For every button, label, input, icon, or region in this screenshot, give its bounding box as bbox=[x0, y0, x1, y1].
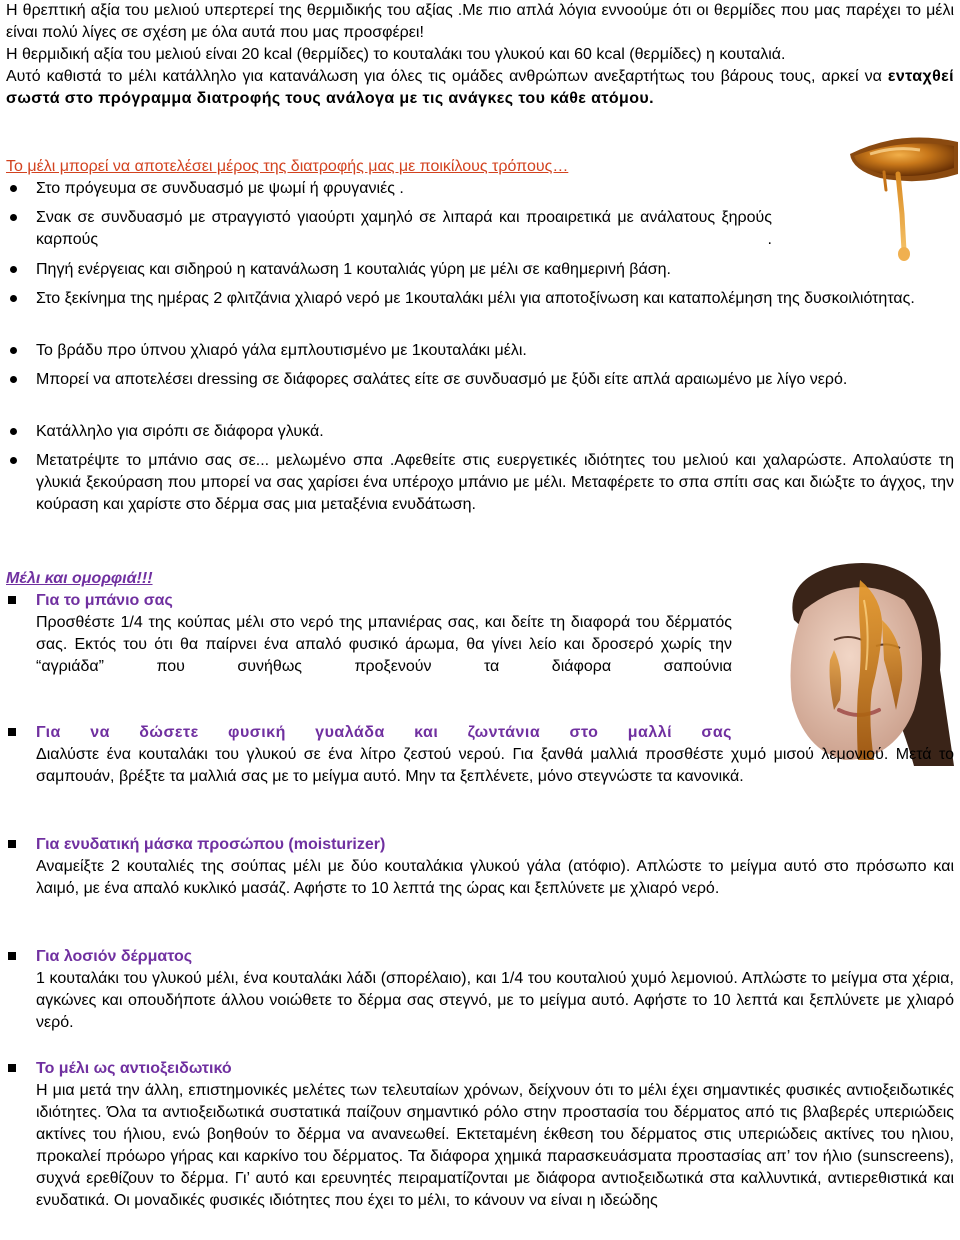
beauty-heading-text: Μέλι και ομορφιά!!! bbox=[6, 570, 153, 587]
bullet-icon bbox=[6, 207, 30, 229]
square-bullet-icon bbox=[6, 834, 26, 856]
diet-item-8: Μετατρέψτε το μπάνιο σας σε... μελωμένο σπα .Αφεθείτε στις ευεργετικές ιδιότητες του μελιού και χαλαρώστε. Απολαύστε τη γλυκιά ξεκούραση που μπορεί να σας χαρίσει ένα υπέροχο μπάνιο με μέλι. Μεταφέρετε το σπα σπίτι σας και διώξτε το άγχος, την κούραση και χαρίστε στο δέρμα σας μια μεταξένια ενυδάτωση. bbox=[36, 452, 954, 513]
section-title-antioxidant: Το μέλι ως αντιοξειδωτικό bbox=[36, 1060, 232, 1077]
diet-item-6: Μπορεί να αποτελέσει dressing σε διάφορες σαλάτες είτε σε συνδυασμό με ξύδι είτε απλά αραιωμένο με λίγο νερό. bbox=[36, 371, 848, 388]
intro-line-3-bold: ενταχθεί σωστά στο πρόγραμμα διατροφής τους ανάλογα με τις ανάγκες του κάθε ατόμου. bbox=[6, 68, 954, 107]
section-title-face-mask: Για ενυδατική μάσκα προσώπου (moisturizer) bbox=[36, 836, 386, 853]
honey-spoon-image bbox=[840, 134, 960, 264]
diet-item-3: Πηγή ενέργειας και σιδηρού η κατανάλωση 1 κουταλιάς γύρη με μέλι σε καθημερινή βάση. bbox=[36, 261, 671, 278]
section-body-hair: Διαλύστε ένα κουταλάκι του γλυκού σε ένα λίτρο ζεστού νερού. Για ξανθά μαλλιά προσθέστε χυμό μισού λεμονιού. Μετά το σαμπουάν, βρέξτε τα μαλλιά σας με το μείγμα αυτό. Μην τα ξεπλένετε, μόνο στεγνώστε τα κανονικά. bbox=[36, 746, 954, 785]
diet-item-5: Το βράδυ προ ύπνου χλιαρό γάλα εμπλουτισμένο με 1κουταλάκι μέλι. bbox=[36, 342, 527, 359]
intro-line-2: Η θερμιδική αξία του μελιού είναι 20 kcal (θερμίδες) το κουταλάκι του γλυκού και 60 kcal (θερμίδες) η κουταλιά. bbox=[6, 46, 786, 63]
beauty-heading bbox=[6, 568, 153, 590]
intro-line-3: Αυτό καθιστά το μέλι κατάλληλο για κατανάλωση για όλες τις ομάδες ανθρώπων ανεξαρτήτως του βάρους τους, αρκεί να bbox=[6, 68, 888, 85]
section-title-lotion: Για λοσιόν δέρματος bbox=[36, 948, 193, 965]
diet-item-2: Σνακ σε συνδυασμό με στραγγιστό γιαούρτι χαμηλό σε λιπαρά και προαιρετικά με ανάλατους ξηρούς καρπούς . bbox=[36, 209, 772, 248]
intro-paragraph-1 bbox=[6, 0, 954, 110]
square-bullet-icon bbox=[6, 722, 26, 744]
diet-item-4: Στο ξεκίνημα της ημέρας 2 φλιτζάνια χλιαρό νερό με 1κουταλάκι μέλι για αποτοξίνωση και καταπολέμηση της δυσκοιλιότητας. bbox=[36, 290, 915, 307]
intro-line-1: Η θρεπτική αξία του μελιού υπερτερεί της θερμιδικής του αξίας .Με πιο απλά λόγια εννοούμε ότι οι θερμίδες που μας παρέχει το μέλι είναι πολύ λίγες σε σχέση με όλα αυτά που μας προσφέρει! bbox=[6, 2, 954, 41]
section-title-hair: Για να δώσετε φυσική γυαλάδα και ζωντάνια στο μαλλί σας bbox=[36, 724, 732, 741]
bullet-icon bbox=[6, 450, 30, 472]
diet-item-7: Κατάλληλο για σιρόπι σε διάφορα γλυκά. bbox=[36, 423, 324, 440]
bullet-icon bbox=[6, 369, 30, 391]
section-body-bath: Προσθέστε 1/4 της κούπας μέλι στο νερό της μπανιέρας σας, και δείτε τη διαφορά του δέρματός σας. Εκτός του ότι θα παίρνει ένα απαλό φυσικό άρωμα, θα γίνει λείο και δροσερό χωρίς την “αγριάδα” που συνήθως προξενούν τα διάφορα σαπούνια bbox=[36, 614, 732, 675]
diet-heading[interactable] bbox=[6, 156, 826, 178]
square-bullet-icon bbox=[6, 946, 26, 968]
section-body-lotion: 1 κουταλάκι του γλυκού μέλι, ένα κουταλάκι λάδι (σπορέλαιο), και 1/4 του κουταλιού χυμό λεμονιού. Απλώστε το μείγμα στα χέρια, αγκώνες και οπουδήποτε άλλου νοιώθετε το δέρμα σας στεγνό, με το μείγμα αυτό. Αφήστε το 10 λεπτά και ξεπλύνετε με χλιαρό νερό. bbox=[36, 970, 954, 1031]
bullet-icon bbox=[6, 340, 30, 362]
square-bullet-icon bbox=[6, 1058, 26, 1080]
section-title-bath: Για το μπάνιο σας bbox=[36, 592, 173, 609]
diet-heading-link[interactable]: Το μέλι μπορεί να αποτελέσει μέρος της διατροφής μας με ποικίλους τρόπους… bbox=[6, 158, 569, 175]
honey-face-mask-image bbox=[764, 560, 960, 766]
bullet-icon bbox=[6, 288, 30, 310]
square-bullet-icon bbox=[6, 590, 26, 612]
bullet-icon bbox=[6, 259, 30, 281]
section-body-face-mask: Αναμείξτε 2 κουταλιές της σούπας μέλι με δύο κουταλάκια γλυκού γάλα (ατόφιο). Απλώστε το μείγμα αυτό στο πρόσωπο και λαιμό, με ένα απαλό κυκλικό μασάζ. Αφήστε το 10 λεπτά της ώρας και ξεπλύνετε με χλιαρό νερό. bbox=[36, 858, 954, 897]
diet-item-1: Στο πρόγευμα σε συνδυασμό με ψωμί ή φρυγανιές . bbox=[36, 180, 404, 197]
bullet-icon bbox=[6, 421, 30, 443]
bullet-icon bbox=[6, 178, 30, 200]
section-body-antioxidant: Η μια μετά την άλλη, επιστημονικές μελέτες των τελευταίων χρόνων, δείχνουν ότι το μέλι έχει σημαντικές φυσικές αντιοξειδωτικές ιδιότητες. Όλα τα αντιοξειδωτικά συστατικά παίζουν σημαντικό ρόλο στην προστασία του δέρματος από τις βλαβερές υπεριώδεις ακτίνες του ήλιου, ενώ βοηθούν το δέρμα να ανανεωθεί. Εκτεταμένη έκθεση του δέρματος στις υπεριώδεις ακτίνες του ηλιου, προκαλεί πρόωρο γήρας και καρκίνο του δέρματος. Τα διάφορα χημικά παρασκευάσματα προστασίας απ’ τον ήλιο (sunscreens), συχνά ερεθίζουν το δέρμα. Γι’ αυτό και ερευνητές πειραματίζονται με διάφορα αντιοξειδωτικά στα καλλυντικά, αντιερεθιστικά και ενυδατικά. Οι μοναδικές φυσικές ιδιότητες που έχει το μέλι, το κάνουν να είναι η ιδεώδης bbox=[36, 1082, 954, 1209]
